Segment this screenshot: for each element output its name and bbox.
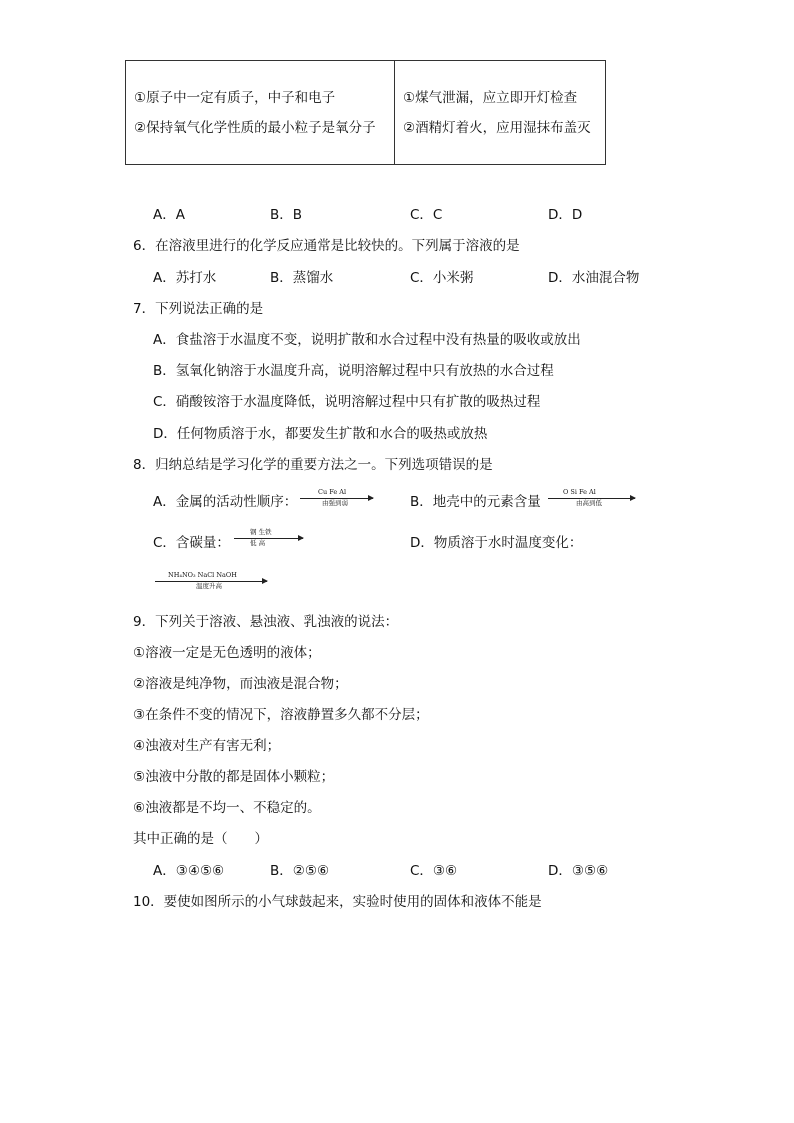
q7-option-c[interactable]: C．硝酸铵溶于水温度降低，说明溶解过程中只有扩散的吸热过程 bbox=[153, 394, 541, 410]
q8-option-b[interactable]: B．地壳中的元素含量 bbox=[410, 494, 541, 510]
q8-c-arrow-top-label: 钢 生铁 bbox=[250, 528, 272, 536]
q8-a-arrow-top-label: Cu Fe Al bbox=[318, 488, 347, 496]
q7-option-a[interactable]: A．食盐溶于水温度不变，说明扩散和水合过程中没有热量的吸收或放出 bbox=[153, 332, 581, 348]
q9-option-c[interactable]: C．③⑥ bbox=[410, 863, 458, 879]
q7-option-d[interactable]: D．任何物质溶于水，都要发生扩散和水合的吸热或放热 bbox=[153, 426, 488, 442]
q9-item-2: ②溶液是纯净物，而浊液是混合物； bbox=[133, 676, 348, 692]
q9-item-6: ⑥浊液都是不均一、不稳定的。 bbox=[133, 800, 321, 816]
q10-stem: 10．要使如图所示的小气球鼓起来，实验时使用的固体和液体不能是 bbox=[133, 894, 542, 910]
table-left-line-1: ①原子中一定有质子，中子和电子 bbox=[134, 89, 336, 106]
q5-option-d[interactable]: D．D bbox=[548, 207, 583, 223]
table-left-line-2: ②保持氧气化学性质的最小粒子是氧分子 bbox=[134, 119, 376, 136]
q5-option-a[interactable]: A．A bbox=[153, 207, 185, 223]
q9-item-3: ③在条件不变的情况下，溶液静置多久都不分层； bbox=[133, 707, 429, 723]
q8-b-arrow-top-label: O Si Fe Al bbox=[563, 488, 596, 496]
q5-option-b[interactable]: B．B bbox=[270, 207, 303, 223]
statement-table bbox=[125, 60, 606, 165]
q8-c-arrow bbox=[234, 538, 303, 539]
q9-item-5: ⑤浊液中分散的都是固体小颗粒； bbox=[133, 769, 335, 785]
table-right-line-1: ①煤气泄漏，应立即开灯检查 bbox=[403, 89, 578, 106]
q8-option-d[interactable]: D．物质溶于水时温度变化： bbox=[410, 535, 583, 551]
q8-option-a[interactable]: A．金属的活动性顺序： bbox=[153, 494, 298, 510]
q9-item-1: ①溶液一定是无色透明的液体； bbox=[133, 645, 321, 661]
q8-option-c[interactable]: C．含碳量： bbox=[153, 535, 230, 551]
q6-stem: 6．在溶液里进行的化学反应通常是比较快的。下列属于溶液的是 bbox=[133, 238, 520, 254]
q8-c-arrow-bottom-label: 低 高 bbox=[250, 539, 266, 547]
q7-stem: 7．下列说法正确的是 bbox=[133, 301, 264, 317]
table-cell-left bbox=[126, 61, 395, 165]
q8-stem: 8．归纳总结是学习化学的重要方法之一。下列选项错误的是 bbox=[133, 457, 493, 473]
q9-stem: 9．下列关于溶液、悬浊液、乳浊液的说法： bbox=[133, 614, 399, 630]
q5-option-c[interactable]: C．C bbox=[410, 207, 443, 223]
table-right-line-2: ②酒精灯着火，应用湿抹布盖灭 bbox=[403, 119, 591, 136]
q9-ask: 其中正确的是（ ） bbox=[133, 831, 268, 847]
q9-option-b[interactable]: B．②⑤⑥ bbox=[270, 863, 330, 879]
table-cell-right bbox=[395, 61, 606, 165]
q9-option-d[interactable]: D．③⑤⑥ bbox=[548, 863, 609, 879]
q9-item-4: ④浊液对生产有害无利； bbox=[133, 738, 281, 754]
q6-option-d[interactable]: D．水油混合物 bbox=[548, 270, 640, 286]
q6-option-c[interactable]: C．小米粥 bbox=[410, 270, 474, 286]
q6-option-a[interactable]: A．苏打水 bbox=[153, 270, 217, 286]
q8-d-arrow-top-label: NH₄NO₃ NaCl NaOH bbox=[168, 571, 237, 579]
q6-option-b[interactable]: B．蒸馏水 bbox=[270, 270, 334, 286]
q8-b-arrow-bottom-label: 由高到低 bbox=[576, 499, 602, 507]
q8-a-arrow-bottom-label: 由强到弱 bbox=[322, 499, 348, 507]
q9-option-a[interactable]: A．③④⑤⑥ bbox=[153, 863, 225, 879]
q8-d-arrow-bottom-label: 温度升高 bbox=[196, 582, 222, 590]
q7-option-b[interactable]: B．氢氧化钠溶于水温度升高，说明溶解过程中只有放热的水合过程 bbox=[153, 363, 554, 379]
